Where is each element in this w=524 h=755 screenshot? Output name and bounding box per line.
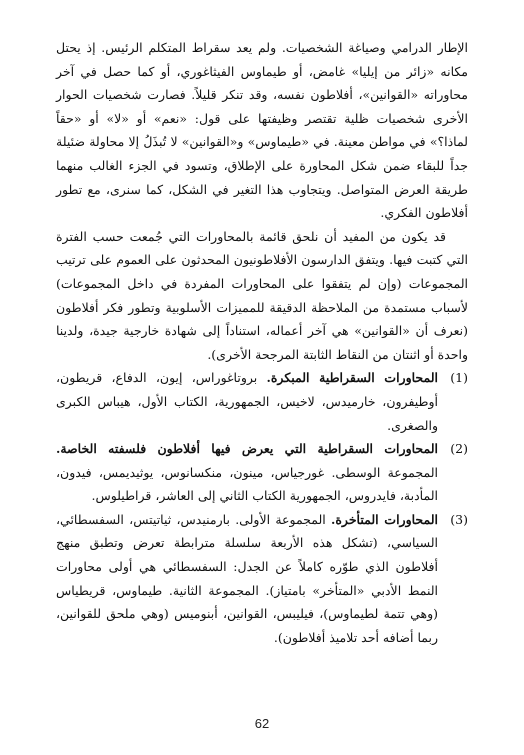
list-item-title: المحاورات المتأخرة.	[331, 511, 438, 527]
list-item	[56, 508, 468, 650]
list-item	[56, 366, 468, 437]
list-item-number: (3)	[450, 511, 468, 527]
list-item-text: المجموعة الأولى. بارمنيدس، ثياتيتس، السفسطائي، السياسي، (تشكل هذه الأربعة سلسلة مترابطة تعرض وتطبق منهج أفلاطون الذي طوّره كاملاً عن الجدل: السفسطائي هي أولى محاورات النمط الأدبي «المتأخر» بامتياز). المجموعة الثانية. طيماوس، قريطياس (وهي تتمة لطيماوس)، فيليبس، القوانين، أبنوميس (وهي ملحق للقوانين، ربما أضافه أحد تلاميذ أفلاطون).	[56, 511, 438, 645]
list-item	[56, 437, 468, 508]
list-item-title: المحاورات السقراطية المبكرة.	[266, 370, 438, 386]
list-item-body	[56, 437, 438, 508]
page-number: 62	[254, 716, 270, 731]
list-item-text: بروتاغوراس، إيون، الدفاع، قريطون، أوطيفرون، خارميدس، لاخيس، الجمهورية، الكتاب الأول، هيباس الكبرى والصغرى.	[56, 370, 438, 433]
list-item-body	[56, 508, 438, 650]
paragraph-1: الإطار الدرامي وصياغة الشخصيات. ولم يعد سقراط المتكلم الرئيس. إذ يحتل مكانه «زائر من إيليا» غامض، أو طيماوس الفيثاغوري، أو كما حصل في آخر محاوراته «القوانين»، أفلاطون نفسه، وقد تنكر قليلاً. فصارت شخصيات الحوار الأخرى شخصيات ظلية تقتصر وظيفتها على قول: «نعم» أو «لا» أو «حقاً لماذا؟» في مواطن معينة. في «طيماوس» و«القوانين» لا تُبذَلُ إلا محاولة ضئيلة جداً للبقاء ضمن شكل المحاورة على الإطلاق، وتسود في الجزء الغالب منهما طريقة العرض المتواصل. ويتجاوب هذا التغير في الشكل، كما سنرى، مع تطور أفلاطون الفكري.	[56, 40, 468, 221]
list-item-text: المجموعة الوسطى. غورجياس، مينون، منكسانوس، يوثيديمس، فيدون، المأدبة، فايدروس، الجمهورية الكتاب الثاني إلى العاشر، قراطيلوس.	[56, 464, 438, 504]
paragraph-2: قد يكون من المفيد أن نلحق قائمة بالمحاورات التي جُمعت حسب الفترة التي كتبت فيها. ويتفق الدارسون الأفلاطونيون المحدثون على العموم على ترتيب المجموعات (وإن لم يتفقوا على المحاورات المفردة في داخل المجموعات) لأسباب مستمدة من الملاحظة الدقيقة للمميزات الأسلوبية وتطور فكر أفلاطون (نعرف أن «القوانين» هي آخر أعماله، استناداً إلى شهادة خارجية جيدة، ولدينا واحدة أو اثنتان من النقاط الثابتة المرجحة الأخرى).	[56, 228, 468, 362]
list-item-title: المحاورات السقراطية التي يعرض فيها أفلاطون فلسفته الخاصة.	[56, 441, 438, 457]
list-item-number: (2)	[450, 441, 468, 457]
list-item-number: (1)	[450, 370, 468, 386]
list-item-body	[56, 366, 438, 437]
